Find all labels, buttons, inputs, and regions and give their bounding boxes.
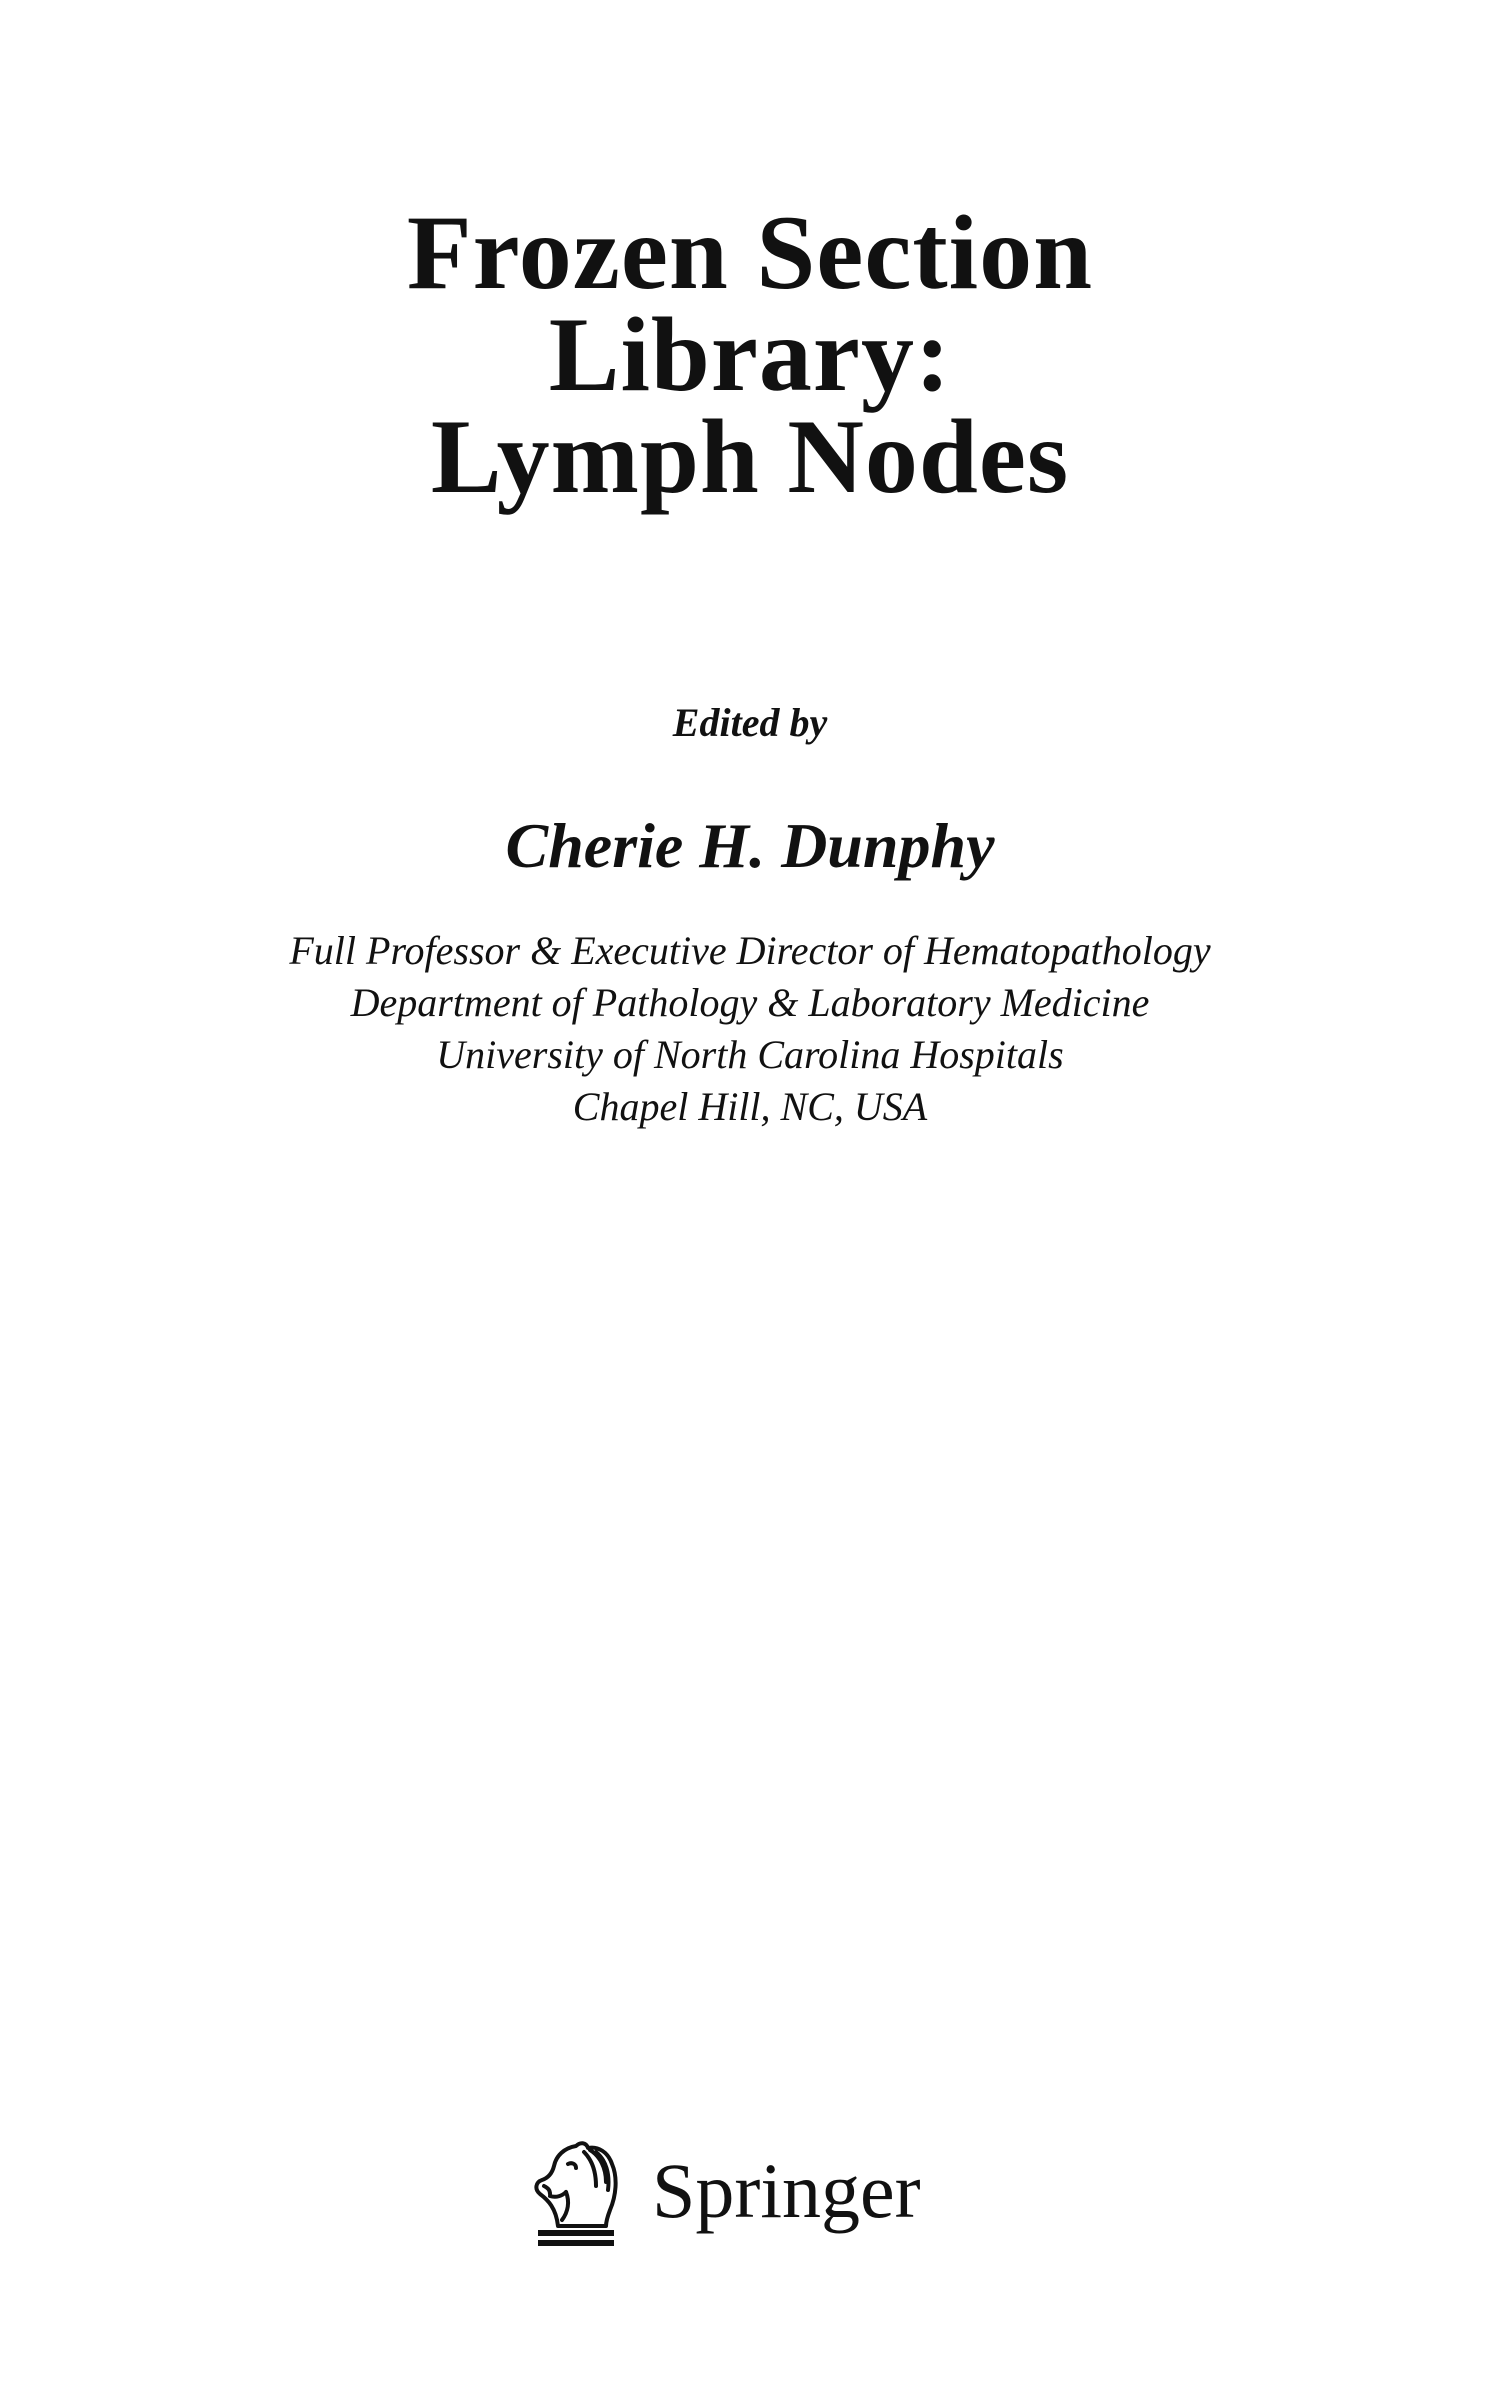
publisher-name: Springer [652,2147,921,2234]
title-line-3: Lymph Nodes [430,398,1070,515]
springer-horse-head-icon [528,2138,638,2250]
affiliation-line-1: Full Professor & Executive Director of Hematopathology [289,928,1211,973]
affiliation-line-2: Department of Pathology & Laboratory Medicine [350,980,1150,1025]
editor-name: Cherie H. Dunphy [505,810,995,881]
book-title [0,194,1500,515]
affiliation-line-4: Chapel Hill, NC, USA [572,1084,928,1129]
edited-by-label: Edited by [672,700,828,745]
publisher-imprint [528,2138,1008,2250]
title-line-1: Frozen Section [406,194,1094,311]
affiliation-line-3: University of North Carolina Hospitals [436,1032,1064,1077]
title-line-2: Library: [548,296,952,413]
editor-affiliation [0,925,1500,1133]
